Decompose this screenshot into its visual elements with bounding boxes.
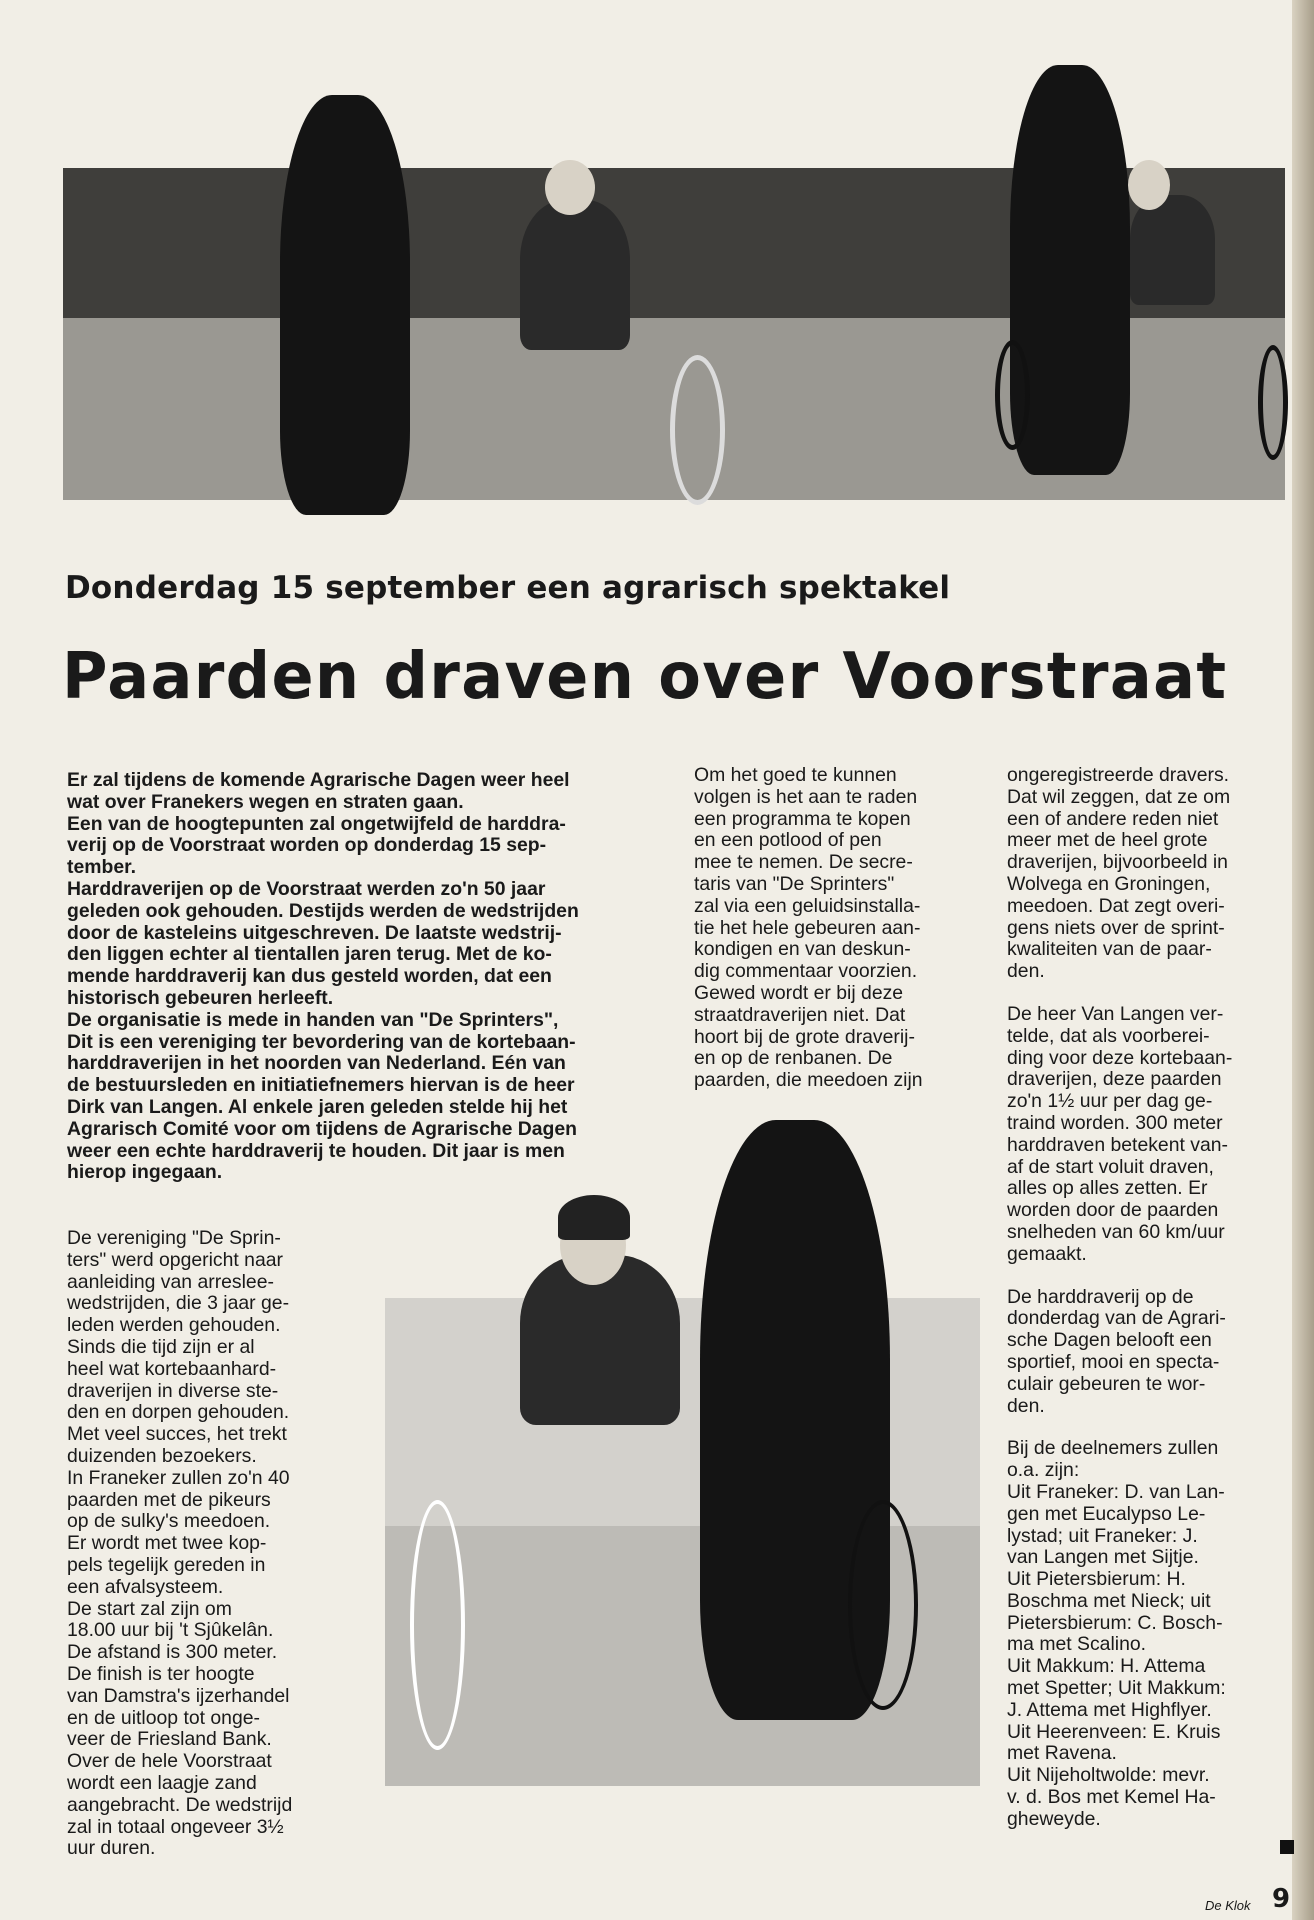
text-line: gen met Eucalypso Le- [1007,1502,1206,1525]
driver-bottom-cap [558,1195,630,1240]
text-line: hierop ingegaan. [67,1161,223,1184]
text-line: van Damstra's ijzerhandel [67,1684,290,1707]
text-line: De harddraverij op de [1007,1285,1194,1308]
text-line: Harddraverijen op de Voorstraat werden zo'n 50 jaar [67,877,546,900]
footer-page-number: 9 [1272,1884,1291,1914]
text-line: taris van "De Sprinters" [694,872,895,895]
text-line: de bestuursleden en initiatiefnemers hiervan is de heer [67,1074,575,1097]
text-line: Gewed wordt er bij deze [694,981,904,1004]
text-line: aanleiding van arreslee- [67,1270,274,1293]
text-line: gheweyde. [1007,1807,1101,1830]
body-column-3 [1007,765,1292,1831]
text-line: Sinds die tijd zijn er al [67,1335,255,1358]
text-line: traind worden. 300 meter [1007,1111,1223,1134]
text-line: harddraverijen in het noorden van Nederland. Eén van [67,1052,566,1075]
text-line: mee te nemen. De secre- [694,851,913,874]
text-line: den en dorpen gehouden. [67,1401,290,1424]
text-line: met Ravena. [1007,1742,1117,1765]
text-line: worden door de paarden [1007,1199,1219,1222]
sulky-wheel-right-2 [1258,345,1288,460]
text-line: aangebracht. De wedstrijd [67,1793,293,1816]
sulky-wheel-bottom-right [848,1500,918,1710]
text-line: De organisatie is mede in handen van "De Sprinters", [67,1008,559,1031]
sulky-wheel-bottom-left [410,1500,465,1750]
page-edge [1292,0,1314,1920]
text-line: meer met de heel grote [1007,829,1208,852]
driver-left-head [545,160,595,215]
text-line: De finish is ter hoogte [67,1662,255,1685]
text-line: dig commentaar voorzien. [694,960,918,983]
text-line: pels tegelijk gereden in [67,1553,266,1576]
text-line: De start zal zijn om [67,1597,232,1620]
text-line: Uit Heerenveen: E. Kruis [1007,1720,1221,1743]
text-line: een programma te kopen [694,807,911,830]
text-line: op de sulky's meedoen. [67,1510,271,1533]
text-line: gemaakt. [1007,1242,1087,1265]
paragraph-gap [1007,983,1292,1004]
kicker: Donderdag 15 september een agrarisch spektakel [65,570,951,606]
text-line: ters" werd opgericht naar [67,1248,283,1271]
text-line: een afvalsysteem. [67,1575,224,1598]
text-line: Dat wil zeggen, dat ze om [1007,785,1231,808]
text-line: een of andere reden niet [1007,807,1219,830]
text-line: kwaliteiten van de paar- [1007,938,1212,961]
text-line: Agrarisch Comité voor om tijdens de Agrarische Dagen [67,1117,578,1140]
text-line: met Spetter; Uit Makkum: [1007,1677,1226,1700]
text-line: Boschma met Nieck; uit [1007,1589,1211,1612]
lead-paragraph [67,770,662,1184]
text-line: zal via een geluidsinstalla- [694,894,921,917]
paragraph-gap [1007,1266,1292,1287]
text-line: Er zal tijdens de komende Agrarische Dagen weer heel [67,769,570,791]
text-line: gens niets over de sprint- [1007,916,1225,939]
text-line: historisch gebeuren herleeft. [67,986,334,1009]
text-line: geleden ook gehouden. Destijds werden de wedstrijden [67,899,579,922]
text-line: v. d. Bos met Kemel Ha- [1007,1786,1216,1809]
text-line: sche Dagen belooft een [1007,1329,1212,1352]
driver-right [1130,195,1215,305]
text-line: weer een echte harddraverij te houden. Dit jaar is men [67,1139,565,1162]
text-line: wedstrijden, die 3 jaar ge- [67,1292,290,1315]
text-line: leden werden gehouden. [67,1314,281,1337]
end-of-article-mark [1280,1840,1294,1854]
text-line: Uit Makkum: H. Attema [1007,1655,1206,1678]
text-line: Bij de deelnemers zullen [1007,1437,1219,1460]
sulky-wheel-left [670,355,725,505]
text-line: Met veel succes, het trekt [67,1423,287,1446]
text-line: o.a. zijn: [1007,1459,1080,1482]
text-line: en de uitloop tot onge- [67,1706,260,1729]
text-line: alles op alles zetten. Er [1007,1177,1208,1200]
driver-left [520,200,630,350]
text-line: snelheden van 60 km/uur [1007,1220,1225,1243]
text-line: meedoen. Dat zegt overi- [1007,894,1225,917]
text-line: duizenden bezoekers. [67,1444,257,1467]
paragraph-gap [1007,1417,1292,1438]
text-line: kondigen en van deskun- [694,938,911,961]
text-line: Over de hele Voorstraat [67,1750,272,1773]
text-line: af de start voluit draven, [1007,1155,1214,1178]
text-line: en een potlood of pen [694,829,882,852]
text-line: De vereniging "De Sprin- [67,1227,281,1249]
text-line: Pietersbierum: C. Bosch- [1007,1611,1223,1634]
text-line: veer de Friesland Bank. [67,1728,272,1751]
text-line: den. [1007,1394,1045,1417]
text-line: culair gebeuren te wor- [1007,1372,1206,1395]
text-line: heel wat kortebaanhard- [67,1357,277,1380]
text-line: mende harddraverij kan dus gesteld worden, dat een [67,965,552,988]
text-line: tember. [67,856,136,879]
text-line: In Franeker zullen zo'n 40 [67,1466,290,1489]
text-line: donderdag van de Agrari- [1007,1307,1226,1330]
text-line: Er wordt met twee kop- [67,1532,267,1555]
text-line: paarden met de pikeurs [67,1488,271,1511]
headline: Paarden draven over Voorstraat [62,640,1228,714]
text-line: De heer Van Langen ver- [1007,1002,1224,1025]
text-line: hoort bij de grote draverij- [694,1025,915,1048]
text-line: verij op de Voorstraat worden op donderdag 15 sep- [67,834,547,857]
text-line: Uit Nijeholtwolde: mevr. [1007,1764,1210,1787]
text-line: volgen is het aan te raden [694,785,918,808]
text-line: Uit Pietersbierum: H. [1007,1568,1186,1591]
text-line: lystad; uit Franeker: J. [1007,1524,1198,1547]
text-line: wordt een laagje zand [67,1771,257,1794]
text-line: zal in totaal ongeveer 3½ [67,1815,284,1838]
text-line: wat over Franekers wegen en straten gaan. [67,790,464,813]
text-line: sportief, mooi en specta- [1007,1350,1220,1373]
text-line: draverijen in diverse ste- [67,1379,279,1402]
text-line: straatdraverijen niet. Dat [694,1003,906,1026]
text-line: Wolvega en Groningen, [1007,872,1211,895]
text-line: den. [1007,960,1045,983]
sulky-wheel-right [995,340,1030,450]
text-line: draverijen, bijvoorbeeld in [1007,851,1228,874]
text-line: van Langen met Sijtje. [1007,1546,1199,1569]
text-line: Uit Franeker: D. van Lan- [1007,1480,1225,1503]
text-line: tie het hele gebeuren aan- [694,916,921,939]
text-line: ding voor deze kortebaan- [1007,1046,1233,1069]
text-line: paarden, die meedoen zijn [694,1069,923,1092]
text-line: Dit is een vereniging ter bevordering van de kortebaan- [67,1030,576,1053]
text-line: Om het goed te kunnen [694,764,897,786]
text-line: J. Attema met Highflyer. [1007,1698,1212,1721]
text-line: uur duren. [67,1837,156,1860]
text-line: en op de renbanen. De [694,1047,893,1070]
text-line: door de kasteleins uitgeschreven. De laatste wedstrij- [67,921,562,944]
text-line: den liggen echter al tientallen jaren terug. Met de ko- [67,943,552,966]
horse-left [280,95,410,515]
text-line: zo'n 1½ uur per dag ge- [1007,1090,1213,1113]
body-column-1 [67,1228,367,1860]
text-line: draverijen, deze paarden [1007,1068,1222,1091]
text-line: harddraven betekent van- [1007,1133,1228,1156]
text-line: Een van de hoogtepunten zal ongetwijfeld de harddra- [67,812,566,835]
text-line: telde, dat als voorberei- [1007,1024,1210,1047]
text-line: Dirk van Langen. Al enkele jaren geleden stelde hij het [67,1095,568,1118]
text-line: 18.00 uur bij 't Sjûkelân. [67,1619,274,1642]
text-line: ma met Scalino. [1007,1633,1147,1656]
footer-magazine-name: De Klok [1205,1898,1251,1913]
text-line: ongeregistreerde dravers. [1007,764,1230,786]
text-line: De afstand is 300 meter. [67,1641,278,1664]
driver-right-head [1128,160,1170,210]
body-column-2 [694,765,999,1092]
